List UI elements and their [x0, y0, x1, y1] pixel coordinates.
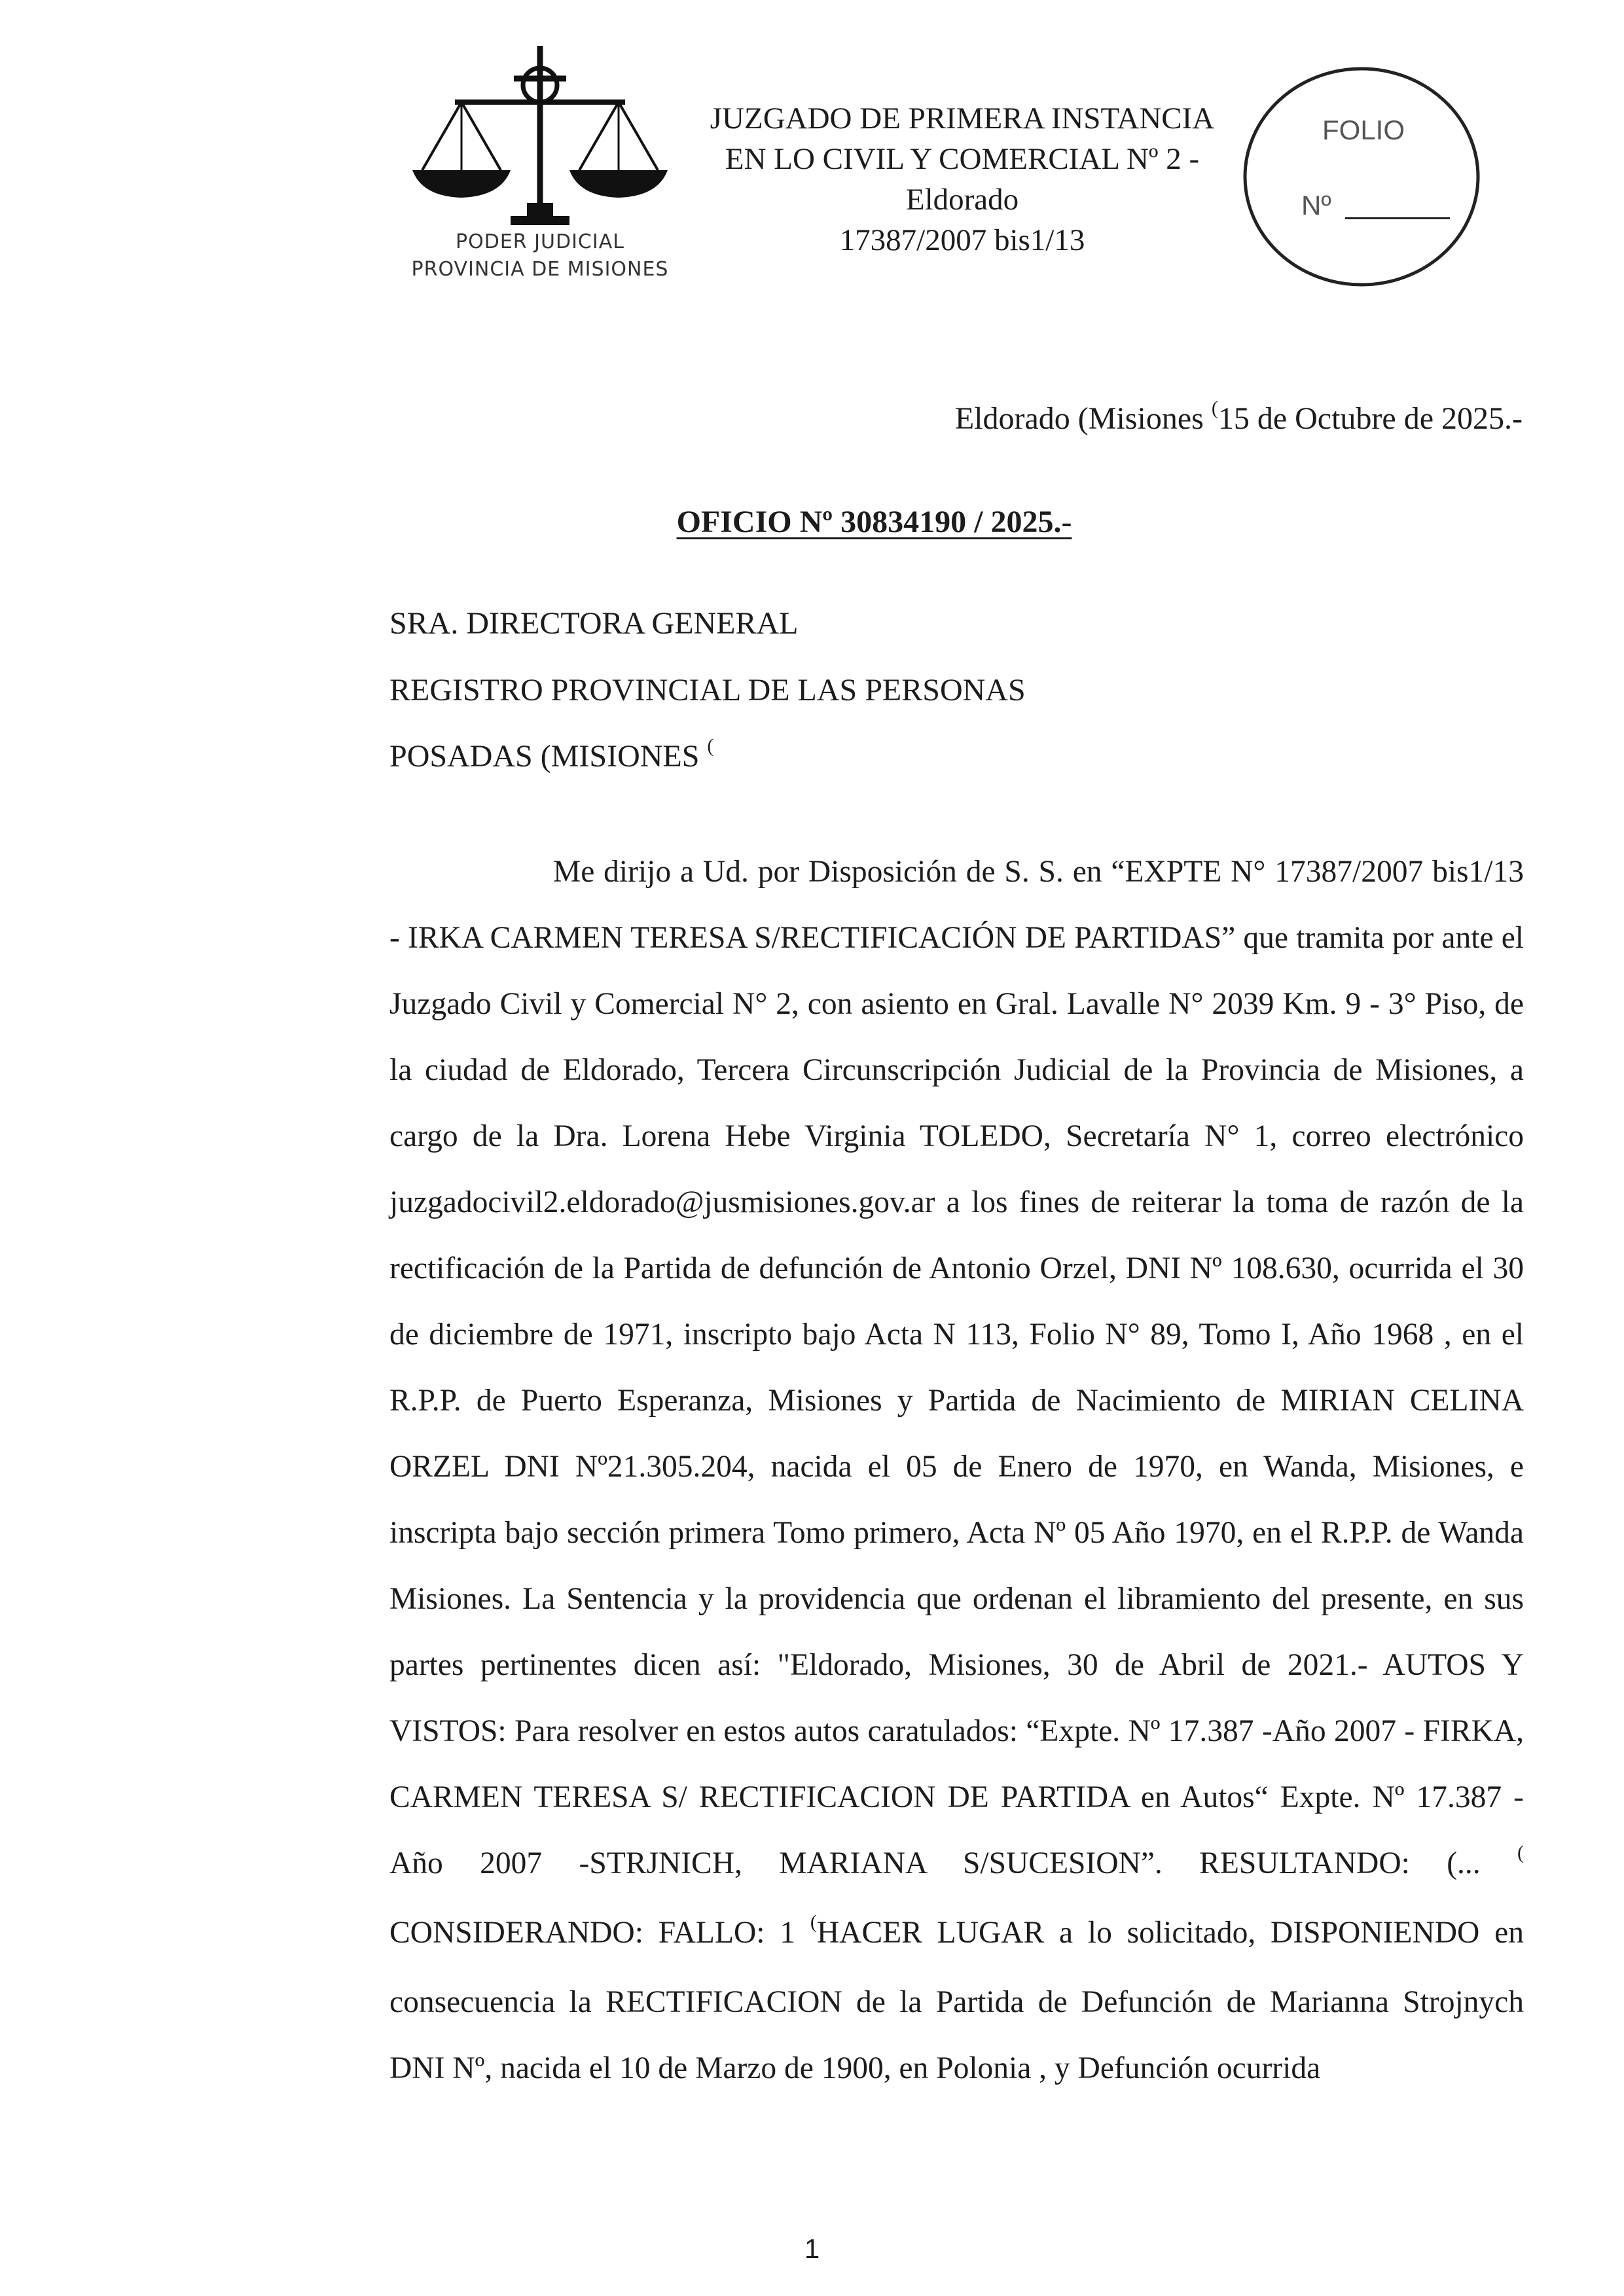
- emblem-line-1: PODER JUDICIAL: [456, 230, 624, 253]
- oficio-number: OFICIO Nº 30834190 / 2025.-: [676, 505, 1072, 539]
- body-mark-1: (: [1517, 1842, 1524, 1863]
- folio-number-label: Nº: [1301, 190, 1331, 221]
- addressee-line-2: REGISTRO PROVINCIAL DE LAS PERSONAS: [389, 673, 1026, 708]
- emblem-line-2: PROVINCIA DE MISIONES: [411, 258, 669, 281]
- folio-stamp-circle: [1237, 62, 1486, 291]
- folio-title: FOLIO: [1322, 115, 1405, 145]
- folio-number-blank: [1345, 217, 1450, 219]
- court-line-1: JUZGADO DE PRIMERA INSTANCIA: [710, 101, 1215, 135]
- addressee-line-1: SRA. DIRECTORA GENERAL: [389, 606, 799, 641]
- body-main: Me dirijo a Ud. por Disposición de S. S. en “EXPTE N° 17387/2007 bis1/13 - IRKA CARMEN TERESA S/RECTIFICACIÓN DE PARTIDAS” que tramita por ante el Juzgado Civil y Comercial N° 2, con asiento en Gral. Lavalle N° 2039 Km. 9 - 3° Piso, de la ciudad de Eldorado, Tercera Circunscripción Judicial de la Provincia de Misiones, a cargo de la Dra. Lorena Hebe Virginia TOLEDO, Secretaría N° 1, correo electrónico juzgadocivil2.eldorado@jusmisiones.gov.ar a los fines de reiterar la toma de razón de la rectificación de la Partida de defunción de Antonio Orzel, DNI Nº 108.630, ocurrida el 30 de diciembre de 1971, inscripto bajo Acta N 113, Folio N° 89, Tomo I, Año 1968 , en el R.P.P. de Puerto Esperanza, Misiones y Partida de Nacimiento de MIRIAN CELINA ORZEL DNI Nº21.305.204, nacida el 05 de Enero de 1970, en Wanda, Misiones, e inscripta bajo sección primera Tomo primero, Acta Nº 05 Año 1970, en el R.P.P. de Wanda Misiones. La Sentencia y la providencia que ordenan el libramiento del presente, en sus partes pertinentes dicen así: "Eldorado, Misiones, 30 de Abril de 2021.- AUTOS Y VISTOS: Para resolver en estos autos caratulados: “Expte. Nº 17.387 -Año 2007 - FIRKA, CARMEN TERESA S/ RECTIFICACION DE PARTIDA en Autos“ Expte. Nº 17.387 - Año 2007 -STRJNICH, MARIANA S/SUCESION”. RESULTANDO: (...: [389, 855, 1524, 1880]
- date-part-1: Eldorado (Misiones: [954, 401, 1212, 436]
- judicial-emblem: [403, 39, 677, 288]
- body-continuation-1: CONSIDERANDO: FALLO: 1: [389, 1916, 796, 1950]
- document-body: [389, 839, 1524, 2102]
- document-date: [954, 397, 1523, 437]
- addressee-line-3: [389, 735, 714, 774]
- court-line-2: EN LO CIVIL Y COMERCIAL Nº 2 -: [725, 142, 1200, 176]
- date-mark: (: [1211, 397, 1218, 419]
- body-continuation-2: HACER LUGAR a lo solicitado, DISPONIENDO en consecuencia la RECTIFICACION de la Partida de Defunción de Marianna Strojnych DNI Nº, nacida el 10 de Marzo de 1900, en Polonia , y Defunción ocurrida: [389, 1916, 1524, 2085]
- court-line-4: 17387/2007 bis1/13: [839, 223, 1085, 257]
- addressee-mark: (: [707, 735, 714, 757]
- court-header: [681, 98, 1244, 260]
- body-mark-2: (: [810, 1911, 817, 1933]
- page-number: 1: [804, 2233, 820, 2264]
- court-line-3: Eldorado: [905, 183, 1019, 217]
- addressee-city: POSADAS (MISIONES: [389, 739, 700, 774]
- body-paragraph: [389, 839, 1524, 2102]
- oficio-heading: [0, 504, 1624, 540]
- scales-of-justice-icon: [403, 39, 677, 255]
- date-part-2: 15 de Octubre de 2025.-: [1218, 401, 1523, 436]
